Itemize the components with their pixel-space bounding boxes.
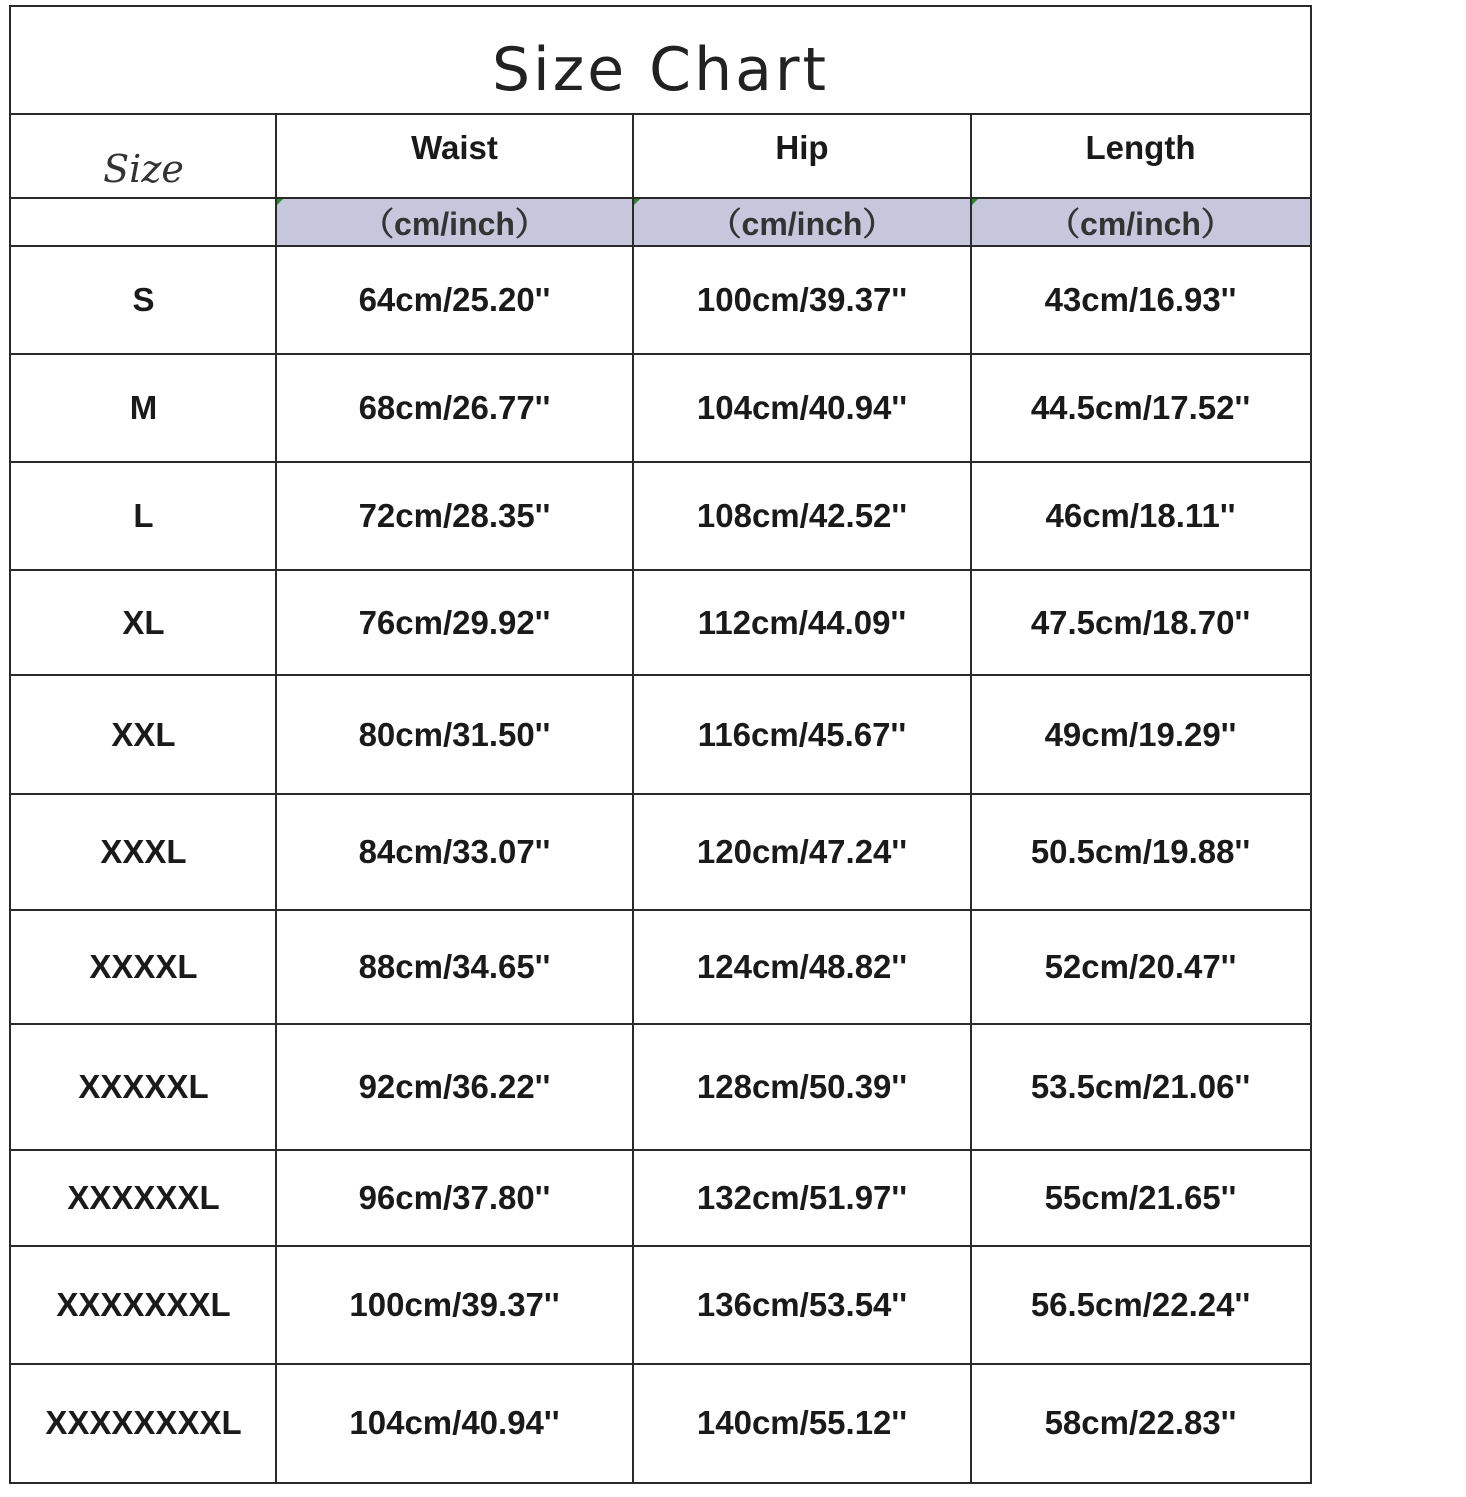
unit-cell-waist: （cm/inch）: [276, 198, 633, 246]
row-divider: [11, 1363, 1310, 1365]
size-label: XXXXXL: [78, 1068, 209, 1105]
table-cell-hip: 116cm/45.67'': [697, 715, 907, 753]
table-cell-hip: 120cm/47.24'': [696, 833, 908, 870]
row-divider: [11, 245, 1310, 247]
size-label: XXXXXXL: [67, 1179, 220, 1216]
unit-cell-hip: （cm/inch）: [633, 198, 971, 246]
table-cell-hip: 124cm/48.82'': [696, 948, 908, 985]
table-cell-waist: 100cm/39.37'': [349, 1286, 560, 1323]
table-cell-hip: 140cm/55.12'': [696, 1404, 908, 1441]
column-header-length: Length: [1085, 128, 1196, 166]
table-cell-length: 49cm/19.29'': [1044, 715, 1237, 753]
table-cell-length: 58cm/22.83'': [1044, 1404, 1237, 1441]
row-divider: [11, 461, 1310, 463]
table-cell-length: 50.5cm/19.88'': [1030, 833, 1251, 870]
size-label: L: [133, 497, 154, 534]
cell-corner-marker: [971, 198, 979, 206]
column-header-waist: Waist: [411, 128, 498, 166]
column-divider: [275, 113, 277, 1482]
table-cell-length: 44.5cm/17.52'': [1030, 389, 1251, 426]
table-cell-waist: 68cm/26.77'': [358, 389, 551, 426]
table-cell-hip: 128cm/50.39'': [696, 1068, 908, 1105]
table-cell-hip: 136cm/53.54'': [696, 1286, 908, 1323]
row-divider: [11, 674, 1310, 676]
cell-corner-marker: [633, 198, 641, 206]
size-label: XXXXXXXL: [56, 1286, 231, 1323]
column-header-size: Size: [103, 146, 184, 191]
table-cell-waist: 80cm/31.50'': [358, 715, 551, 753]
table-cell-hip: 104cm/40.94'': [696, 389, 908, 426]
row-divider: [11, 1023, 1310, 1025]
column-divider: [970, 113, 972, 1482]
table-cell-hip: 108cm/42.52'': [696, 497, 908, 534]
size-label: XXXXXXXXL: [45, 1404, 242, 1441]
column-divider: [632, 113, 634, 1482]
row-divider: [11, 353, 1310, 355]
row-divider: [11, 909, 1310, 911]
table-cell-length: 52cm/20.47'': [1044, 948, 1237, 985]
column-header-hip: Hip: [775, 128, 829, 166]
size-label: M: [129, 389, 158, 426]
row-divider: [11, 1149, 1310, 1151]
size-chart-title: Size Chart: [491, 35, 830, 105]
table-cell-waist: 88cm/34.65'': [358, 948, 551, 985]
table-cell-waist: 96cm/37.80'': [358, 1179, 551, 1216]
size-label: XL: [122, 603, 165, 641]
table-cell-hip: 132cm/51.97'': [696, 1179, 908, 1216]
size-label: XXL: [111, 715, 176, 753]
table-cell-length: 47.5cm/18.70'': [1030, 603, 1251, 641]
table-cell-hip: 112cm/44.09'': [697, 603, 907, 641]
row-divider: [11, 569, 1310, 571]
size-header-merge: [11, 197, 275, 199]
table-cell-waist: 92cm/36.22'': [358, 1068, 551, 1105]
size-label: XXXL: [100, 833, 187, 870]
table-cell-waist: 76cm/29.92'': [358, 603, 551, 641]
table-cell-waist: 64cm/25.20'': [358, 281, 551, 318]
cell-corner-marker: [276, 198, 284, 206]
unit-cell-length: （cm/inch）: [971, 198, 1310, 246]
table-cell-hip: 100cm/39.37'': [696, 281, 908, 318]
size-chart-title-row: [11, 7, 1310, 115]
table-cell-length: 53.5cm/21.06'': [1030, 1068, 1251, 1105]
table-cell-length: 43cm/16.93'': [1044, 281, 1237, 318]
table-cell-waist: 84cm/33.07'': [358, 833, 551, 870]
size-chart-table: [9, 5, 1312, 1484]
size-label: XXXXL: [89, 948, 198, 985]
table-cell-waist: 104cm/40.94'': [349, 1404, 560, 1441]
table-cell-length: 55cm/21.65'': [1044, 1179, 1237, 1216]
size-label: S: [132, 281, 155, 318]
row-divider: [11, 1245, 1310, 1247]
table-cell-length: 46cm/18.11'': [1045, 497, 1236, 534]
row-divider: [11, 793, 1310, 795]
table-cell-length: 56.5cm/22.24'': [1030, 1286, 1251, 1323]
table-cell-waist: 72cm/28.35'': [358, 497, 551, 534]
